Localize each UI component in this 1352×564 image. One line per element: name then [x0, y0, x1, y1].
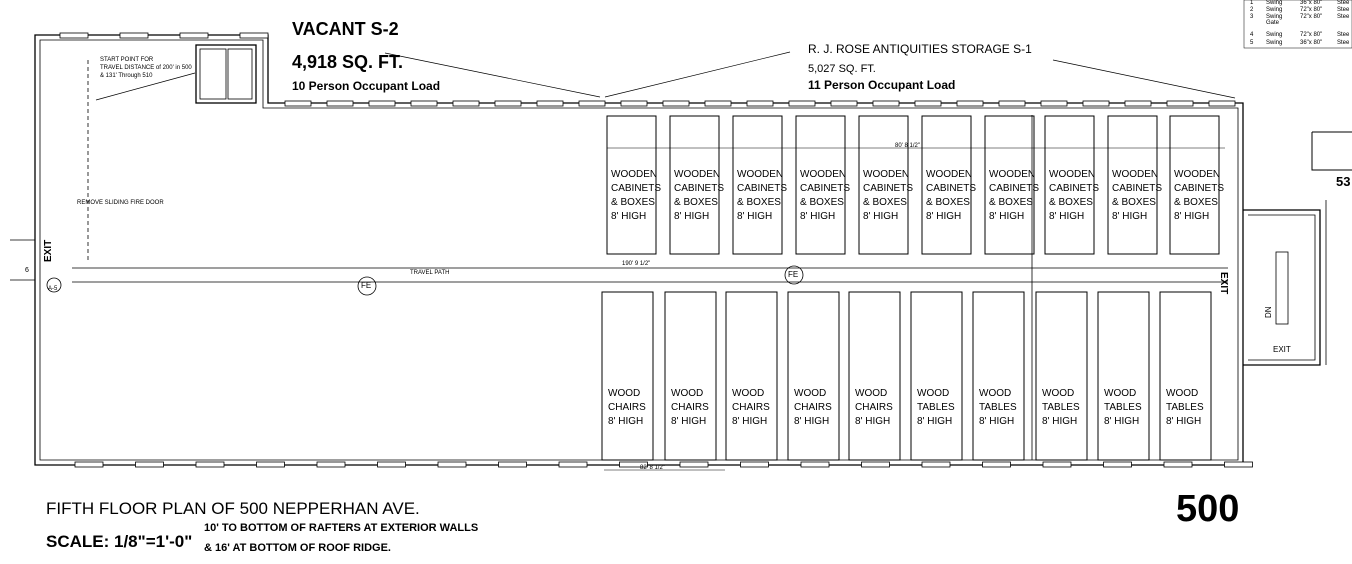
adjacent-building-number: 53 — [1336, 174, 1351, 189]
storage-label-line: 8' HIGH — [732, 416, 768, 427]
window-mark — [378, 462, 406, 467]
window-mark — [999, 101, 1025, 106]
table-storage-area — [973, 292, 1024, 460]
window-mark — [285, 101, 311, 106]
section-tag: A-5 — [48, 286, 58, 292]
storage-label-line: & BOXES — [1112, 197, 1156, 208]
chair-storage-label — [794, 387, 832, 429]
cabinet-storage-label — [989, 168, 1039, 224]
door-schedule-cell: Stee — [1337, 7, 1350, 13]
dim-upper: 190' 9 1/2" — [622, 261, 651, 267]
storage-label-line: & BOXES — [611, 197, 655, 208]
window-mark — [136, 462, 164, 467]
storage-label-line: WOOD — [855, 388, 888, 399]
chair-storage-area — [602, 292, 653, 460]
storage-label-line: WOODEN — [737, 169, 784, 180]
table-storage-area — [1036, 292, 1087, 460]
storage-label-line: 8' HIGH — [674, 211, 710, 222]
storage-label-line: & BOXES — [863, 197, 907, 208]
door-schedule-cell: 2 — [1250, 7, 1254, 13]
chair-storage-label — [608, 387, 646, 429]
storage-label-line: WOOD — [979, 388, 1012, 399]
window-mark — [495, 101, 521, 106]
storage-label-line: 8' HIGH — [1166, 416, 1202, 427]
door-schedule-cell: Swing — [1266, 32, 1283, 38]
exit-sign-stair: EXIT — [1273, 345, 1291, 354]
window-mark — [411, 101, 437, 106]
storage-label-line: WOODEN — [863, 169, 910, 180]
chair-storage-area — [665, 292, 716, 460]
table-storage-label — [979, 387, 1017, 429]
plan-title: FIFTH FLOOR PLAN OF 500 NEPPERHAN AVE. — [46, 499, 420, 518]
window-mark — [705, 101, 731, 106]
storage-label-line: CHAIRS — [794, 402, 832, 413]
chair-storage-label — [671, 387, 709, 429]
cabinet-storage-label — [926, 168, 976, 224]
storage-label-line: 8' HIGH — [917, 416, 953, 427]
storage-label-line: CABINETS — [611, 183, 662, 194]
storage-label-line: CABINETS — [674, 183, 725, 194]
window-mark — [317, 462, 345, 467]
cabinet-storage-label — [800, 168, 850, 224]
travel-path-label: TRAVEL PATH — [410, 270, 450, 276]
storage-label-line: WOODEN — [611, 169, 658, 180]
storage-label-line: CABINETS — [863, 183, 914, 194]
cabinet-storage-label — [737, 168, 787, 224]
chair-storage-area — [849, 292, 900, 460]
storage-label-line: WOODEN — [800, 169, 847, 180]
window-mark — [453, 101, 479, 106]
storage-label-line: 8' HIGH — [1104, 416, 1140, 427]
vacant-load: 10 Person Occupant Load — [292, 79, 441, 93]
leader-tenant-right — [1053, 60, 1235, 98]
storage-label-line: 8' HIGH — [863, 211, 899, 222]
window-mark — [680, 462, 708, 467]
window-mark — [579, 101, 605, 106]
window-mark — [1043, 462, 1071, 467]
storage-label-line: & BOXES — [800, 197, 844, 208]
window-mark — [327, 101, 353, 106]
window-mark — [537, 101, 563, 106]
tenant-area: 5,027 SQ. FT. — [808, 63, 876, 75]
storage-label-line: & BOXES — [1174, 197, 1218, 208]
cabinet-storage-label — [1174, 168, 1224, 224]
cabinet-storage-label — [1049, 168, 1099, 224]
travel-path-line — [72, 268, 1228, 282]
tenant-name: R. J. ROSE ANTIQUITIES STORAGE S-1 — [808, 42, 1032, 56]
storage-label-line: & BOXES — [989, 197, 1033, 208]
storage-label-line: & BOXES — [674, 197, 718, 208]
storage-label-line: WOOD — [732, 388, 765, 399]
storage-label-line: 8' HIGH — [1112, 211, 1148, 222]
door-schedule-cell: Swing Gate — [1266, 14, 1283, 26]
chair-storage-area — [726, 292, 777, 460]
plan-scale: SCALE: 1/8"=1'-0" — [46, 532, 193, 551]
vacant-name: VACANT S-2 — [292, 19, 399, 39]
storage-label-line: CHAIRS — [855, 402, 893, 413]
window-mark — [1125, 101, 1151, 106]
leader-tenant-left — [605, 52, 790, 97]
storage-label-line: CHAIRS — [671, 402, 709, 413]
storage-label-line: TABLES — [979, 402, 1017, 413]
start-point-note-3: & 131' Through 510 — [100, 73, 153, 79]
door-schedule-cell: 4 — [1250, 32, 1254, 38]
down-label: DN — [1264, 306, 1273, 318]
door-schedule-cell: 72"x 80" — [1300, 14, 1323, 20]
door-schedule-cell: 36"x 80" — [1300, 40, 1323, 46]
storage-label-line: 8' HIGH — [611, 211, 647, 222]
door-schedule-cell: Stee — [1337, 32, 1350, 38]
door-schedule-cell: 36"x 80" — [1300, 0, 1323, 6]
chair-storage-label — [732, 387, 770, 429]
storage-label-line: CABINETS — [1174, 183, 1225, 194]
storage-label-line: WOOD — [1042, 388, 1075, 399]
storage-label-line: TABLES — [1166, 402, 1204, 413]
storage-label-line: CABINETS — [1049, 183, 1100, 194]
window-mark — [1164, 462, 1192, 467]
stair-annex — [1243, 210, 1320, 365]
window-mark — [240, 33, 268, 38]
storage-label-line: 8' HIGH — [855, 416, 891, 427]
window-mark — [1167, 101, 1193, 106]
cabinet-storage-label — [1112, 168, 1162, 224]
storage-label-line: WOOD — [608, 388, 641, 399]
door-schedule-cell: 72"x 80" — [1300, 32, 1323, 38]
storage-label-line: 8' HIGH — [794, 416, 830, 427]
fire-door-note: REMOVE SLIDING FIRE DOOR — [77, 200, 164, 206]
window-mark — [1104, 462, 1132, 467]
window-mark — [862, 462, 890, 467]
storage-label-line: WOODEN — [989, 169, 1036, 180]
window-mark — [789, 101, 815, 106]
storage-label-line: CABINETS — [1112, 183, 1163, 194]
storage-label-line: CABINETS — [989, 183, 1040, 194]
window-mark — [1041, 101, 1067, 106]
storage-label-line: TABLES — [1042, 402, 1080, 413]
table-storage-label — [1042, 387, 1080, 429]
window-mark — [621, 101, 647, 106]
table-storage-area — [911, 292, 962, 460]
door-schedule-cell: Stee — [1337, 40, 1350, 46]
window-mark — [559, 462, 587, 467]
storage-label-line: 8' HIGH — [671, 416, 707, 427]
window-mark — [983, 462, 1011, 467]
vacant-area: 4,918 SQ. FT. — [292, 52, 404, 72]
chair-storage-area — [788, 292, 839, 460]
storage-label-line: WOOD — [917, 388, 950, 399]
storage-label-line: 8' HIGH — [737, 211, 773, 222]
cabinet-storage-label — [611, 168, 661, 224]
start-point-note-2: TRAVEL DISTANCE of 200' in 500 — [100, 65, 192, 71]
window-mark — [499, 462, 527, 467]
door-schedule-cell: 1 — [1250, 0, 1254, 6]
door-schedule-cell: Swing — [1266, 40, 1283, 46]
height-note-2: & 16' AT BOTTOM OF ROOF RIDGE. — [204, 542, 391, 554]
window-mark — [915, 101, 941, 106]
storage-label-line: CHAIRS — [608, 402, 646, 413]
storage-label-line: WOODEN — [1112, 169, 1159, 180]
storage-label-line: 8' HIGH — [800, 211, 836, 222]
door-schedule-cell: 72"x 80" — [1300, 7, 1323, 13]
window-mark — [801, 462, 829, 467]
storage-label-line: 8' HIGH — [989, 211, 1025, 222]
table-storage-label — [1166, 387, 1204, 429]
door-schedule-cell: Stee — [1337, 0, 1350, 6]
cabinet-storage-label — [863, 168, 913, 224]
storage-label-line: & BOXES — [926, 197, 970, 208]
table-storage-area — [1160, 292, 1211, 460]
window-mark — [873, 101, 899, 106]
window-mark — [663, 101, 689, 106]
stair-run — [1276, 252, 1288, 324]
window-mark — [922, 462, 950, 467]
storage-label-line: 8' HIGH — [1049, 211, 1085, 222]
storage-label-line: WOOD — [794, 388, 827, 399]
fe-label: FE — [788, 270, 799, 279]
door-schedule-cell: Stee — [1337, 14, 1350, 20]
cabinet-storage-label — [674, 168, 724, 224]
building-number: 500 — [1176, 488, 1240, 530]
window-mark — [60, 33, 88, 38]
exit-sign-right: EXIT — [1218, 272, 1229, 295]
storage-label-line: TABLES — [1104, 402, 1142, 413]
storage-label-line: WOODEN — [1174, 169, 1221, 180]
storage-label-line: 8' HIGH — [979, 416, 1015, 427]
window-mark — [196, 462, 224, 467]
window-mark — [741, 462, 769, 467]
storage-label-line: 8' HIGH — [608, 416, 644, 427]
tenant-load: 11 Person Occupant Load — [808, 78, 956, 92]
window-mark — [1083, 101, 1109, 106]
window-mark — [1209, 101, 1235, 106]
window-mark — [957, 101, 983, 106]
door-schedule-cell: Swing — [1266, 0, 1283, 6]
door-tag: 6 — [25, 267, 29, 274]
storage-label-line: CHAIRS — [732, 402, 770, 413]
window-mark — [257, 462, 285, 467]
table-storage-area — [1098, 292, 1149, 460]
door-schedule-grid — [1244, 0, 1352, 48]
table-storage-label — [1104, 387, 1142, 429]
window-mark — [75, 462, 103, 467]
start-point-note-1: START POINT FOR — [100, 57, 154, 63]
door-schedule-cell: 3 — [1250, 14, 1254, 20]
storage-label-line: WOOD — [1104, 388, 1137, 399]
window-mark — [438, 462, 466, 467]
storage-label-line: CABINETS — [926, 183, 977, 194]
storage-label-line: 8' HIGH — [1042, 416, 1078, 427]
window-mark — [747, 101, 773, 106]
dim-lower: 82' 8 1/2" — [640, 465, 665, 471]
storage-label-line: WOOD — [671, 388, 704, 399]
storage-label-line: & BOXES — [737, 197, 781, 208]
storage-label-line: CABINETS — [737, 183, 788, 194]
door-schedule-cell: 5 — [1250, 40, 1254, 46]
window-mark — [369, 101, 395, 106]
storage-label-line: WOODEN — [674, 169, 721, 180]
storage-label-line: 8' HIGH — [1174, 211, 1210, 222]
storage-label-line: CABINETS — [800, 183, 851, 194]
fe-label: FE — [361, 281, 372, 290]
window-mark — [831, 101, 857, 106]
storage-label-line: WOODEN — [1049, 169, 1096, 180]
chair-storage-label — [855, 387, 893, 429]
window-mark — [1225, 462, 1253, 467]
storage-label-line: & BOXES — [1049, 197, 1093, 208]
window-mark — [180, 33, 208, 38]
table-storage-label — [917, 387, 955, 429]
dim-cab: 80' 8 1/2" — [895, 143, 920, 149]
exit-sign-left: EXIT — [43, 239, 54, 262]
storage-label-line: 8' HIGH — [926, 211, 962, 222]
storage-label-line: WOOD — [1166, 388, 1199, 399]
door-schedule-cell: Swing — [1266, 7, 1283, 13]
storage-label-line: TABLES — [917, 402, 955, 413]
window-mark — [120, 33, 148, 38]
storage-label-line: WOODEN — [926, 169, 973, 180]
height-note-1: 10' TO BOTTOM OF RAFTERS AT EXTERIOR WALLS — [204, 522, 479, 534]
